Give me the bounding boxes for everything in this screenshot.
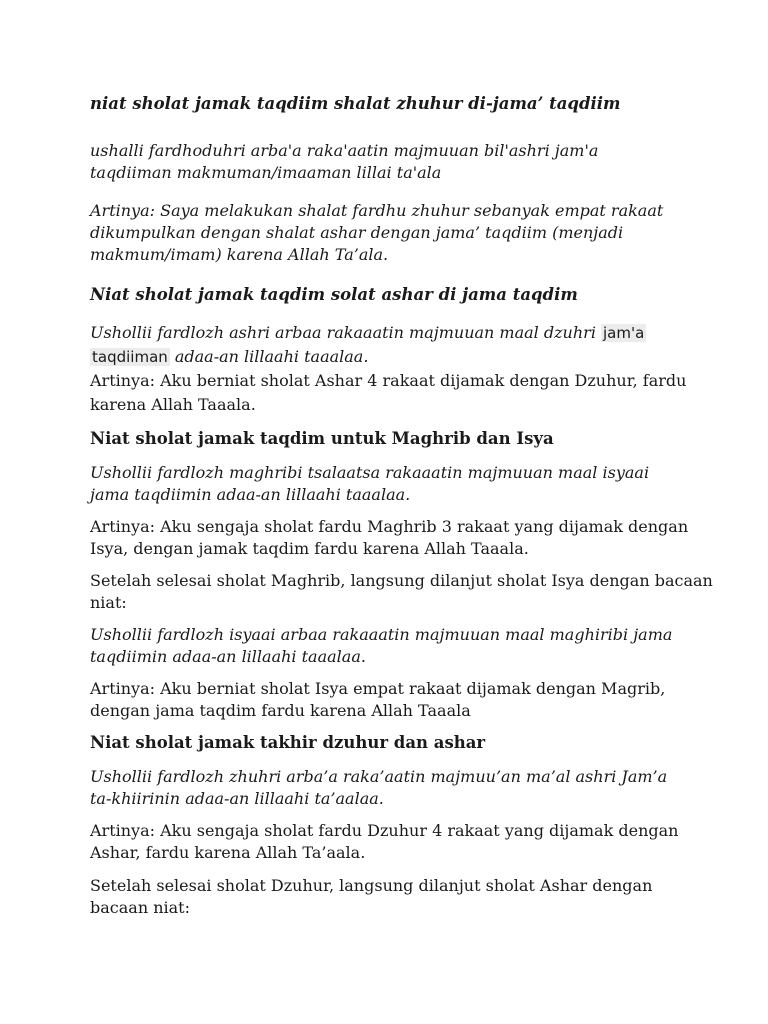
text-line: dikumpulkan dengan shalat ashar dengan jama’ taqdiim (menjadi — [90, 223, 624, 242]
niat-maghrib-taqdim-text — [90, 462, 690, 506]
translation-isya-taqdim — [90, 678, 690, 722]
text-line: Artinya: Aku berniat sholat Ashar 4 rakaat dijamak dengan Dzuhur, fardu — [90, 371, 687, 390]
text-line: Ashar, fardu karena Allah Ta’aala. — [90, 843, 366, 862]
translation-ashar-taqdim — [90, 369, 690, 417]
text-line: Artinya: Saya melakukan shalat fardhu zhuhur sebanyak empat rakaat — [90, 201, 664, 220]
instruction-after-maghrib — [90, 570, 713, 614]
text-line: Ushollii fardlozh isyaai arbaa rakaaatin majmuuan maal maghiribi jama — [90, 625, 673, 644]
niat-zhuhur-taqdim-text — [90, 140, 690, 184]
text-line: Isya, dengan jamak taqdim fardu karena Allah Taaala. — [90, 539, 529, 558]
text-line: Artinya: Aku berniat sholat Isya empat rakaat dijamak dengan Magrib, — [90, 679, 666, 698]
text-line: ta-khiirinin adaa-an lillaahi ta’aalaa. — [90, 789, 384, 808]
heading-zhuhur-taqdim: niat sholat jamak taqdiim shalat zhuhur di-jama’ taqdiim — [90, 94, 621, 113]
niat-dzuhur-takhir-text — [90, 766, 690, 810]
text-line: taqdiimin adaa-an lillaahi taaalaa. — [90, 647, 366, 666]
translation-maghrib-taqdim — [90, 516, 690, 560]
niat-isya-taqdim-text — [90, 624, 690, 668]
highlighted-text: taqdiiman — [92, 348, 168, 366]
heading-maghrib-isya-taqdim: Niat sholat jamak taqdim untuk Maghrib dan Isya — [90, 429, 554, 448]
text-line: karena Allah Taaala. — [90, 395, 256, 414]
heading-ashar-taqdim: Niat sholat jamak taqdim solat ashar di jama taqdim — [90, 285, 578, 304]
highlighted-text: jam'a — [603, 324, 645, 342]
text-run: Ushollii fardlozh ashri arbaa rakaaatin majmuuan maal dzuhri — [90, 323, 602, 342]
text-line: jama taqdiimin adaa-an lillaahi taaalaa. — [90, 485, 411, 504]
text-line: taqdiiman makmuman/imaaman lillai ta'ala — [90, 163, 442, 182]
instruction-after-dzuhur — [90, 875, 690, 919]
translation-zhuhur-taqdim — [90, 200, 690, 266]
text-line: Artinya: Aku sengaja sholat fardu Dzuhur 4 rakaat yang dijamak dengan — [90, 821, 679, 840]
text-line: Ushollii fardlozh maghribi tsalaatsa rakaaatin majmuuan maal isyaai — [90, 463, 650, 482]
translation-dzuhur-takhir — [90, 820, 690, 864]
heading-takhir-dzuhur-ashar: Niat sholat jamak takhir dzuhur dan ashar — [90, 733, 486, 752]
text-line: Artinya: Aku sengaja sholat fardu Maghrib 3 rakaat yang dijamak dengan — [90, 517, 689, 536]
text-line: Setelah selesai sholat Maghrib, langsung dilanjut sholat Isya dengan bacaan — [90, 571, 713, 590]
text-line: Setelah selesai sholat Dzuhur, langsung dilanjut sholat Ashar dengan — [90, 876, 653, 895]
text-line: bacaan niat: — [90, 898, 190, 917]
text-run: adaa-an lillaahi taaalaa. — [169, 347, 369, 366]
text-line: ushalli fardhoduhri arba'a raka'aatin majmuuan bil'ashri jam'a — [90, 141, 599, 160]
text-line: dengan jama taqdim fardu karena Allah Taaala — [90, 701, 471, 720]
text-line — [90, 345, 690, 369]
text-line: niat: — [90, 593, 127, 612]
text-line: makmum/imam) karena Allah Ta’ala. — [90, 245, 389, 264]
text-line: Ushollii fardlozh zhuhri arba’a raka’aatin majmuu’an ma’al ashri Jam’a — [90, 767, 668, 786]
niat-ashar-taqdim-text — [90, 321, 690, 369]
text-line — [90, 321, 690, 345]
